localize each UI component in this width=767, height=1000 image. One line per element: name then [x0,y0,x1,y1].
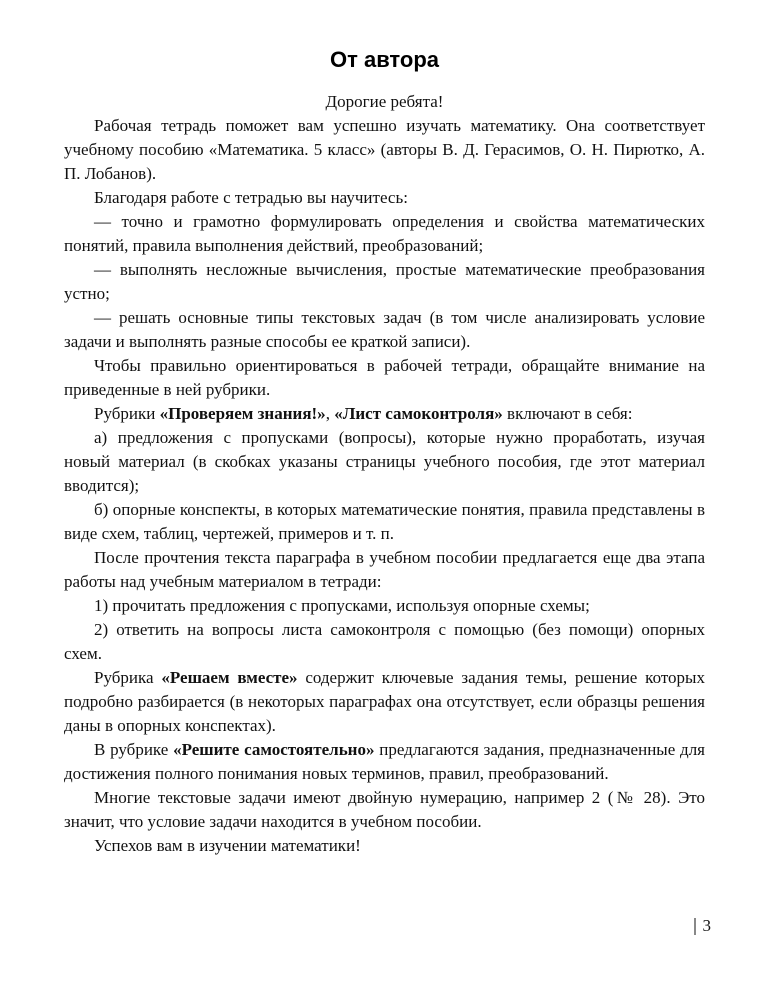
paragraph [64,786,705,834]
paragraph [64,210,705,258]
text-run: Успехов вам в изучении математики! [94,836,361,855]
paragraph [64,354,705,402]
text-run: б) опорные конспекты, в которых математические понятия, правила представлены в виде схем, таблиц, чертежей, примеров и т. п. [64,500,705,543]
text-run: 2) ответить на вопросы листа самоконтроля с помощью (без помощи) опорных схем. [64,620,705,663]
page-footer [694,914,712,938]
paragraph [64,498,705,546]
rubric-name: «Решаем вместе» [161,668,298,687]
text-run: — выполнять несложные вычисления, простые математические преобразования устно; [64,260,705,303]
text-run: Чтобы правильно ориентироваться в рабочей тетради, обращайте внимание на приведенные в ней рубрики. [64,356,705,399]
paragraph [64,618,705,666]
paragraph [64,114,705,186]
paragraph [64,666,705,738]
text-run: содержит ключевые задания темы, решение которых подробно разбирается (в некоторых параграфах она отсутствует, если образцы решения даны в опорных конспектах). [64,668,705,735]
paragraph [64,306,705,354]
paragraph [64,258,705,306]
text-run: предлагаются задания, предназначенные для достижения полного понимания новых терминов, правил, преобразований. [64,740,705,783]
paragraph [64,90,705,114]
paragraph [64,594,705,618]
text-run: — точно и грамотно формулировать определения и свойства математических понятий, правила выполнения действий, преобразований; [64,212,705,255]
text-run: Благодаря работе с тетрадью вы научитесь: [94,188,408,207]
text-run: , [325,404,335,423]
paragraph [64,426,705,498]
text-run: После прочтения текста параграфа в учебном пособии предлагается еще два этапа работы над учебным материалом в тетради: [64,548,705,591]
paragraph [64,834,705,858]
text-run: Рубрики [94,404,160,423]
text-run: Многие текстовые задачи имеют двойную нумерацию, например 2 (№ 28). Это значит, что условие задачи находится в учебном пособии. [64,788,705,831]
text-run: Дорогие ребята! [325,92,444,111]
paragraph [64,546,705,594]
text-run: Рубрика [94,668,162,687]
text-run: включают в себя: [502,404,633,423]
text-run: а) предложения с пропусками (вопросы), которые нужно проработать, изучая новый материал (в скобках указаны страницы учебного пособия, где этот материал вводится); [64,428,705,495]
footer-rule [694,918,696,935]
page-number: 3 [702,916,711,935]
page-body [64,90,705,858]
text-run: 1) прочитать предложения с пропусками, используя опорные схемы; [94,596,590,615]
paragraph [64,186,705,210]
paragraph [64,738,705,786]
text-run: В рубрике [94,740,174,759]
paragraph [64,402,705,426]
text-run: — решать основные типы текстовых задач (в том числе анализировать условие задачи и выполнять разные способы ее краткой записи). [64,308,705,351]
page-title: От автора [329,47,440,72]
rubric-name: «Проверяем знания!» [159,404,326,423]
rubric-name: «Лист самоконтроля» [334,404,503,423]
text-run: Рабочая тетрадь поможет вам успешно изучать математику. Она соответствует учебному пособию «Математика. 5 класс» (авторы В. Д. Герасимов, О. Н. Пирютко, А. П. Лобанов). [64,116,705,183]
rubric-name: «Решите самостоятельно» [173,740,375,759]
